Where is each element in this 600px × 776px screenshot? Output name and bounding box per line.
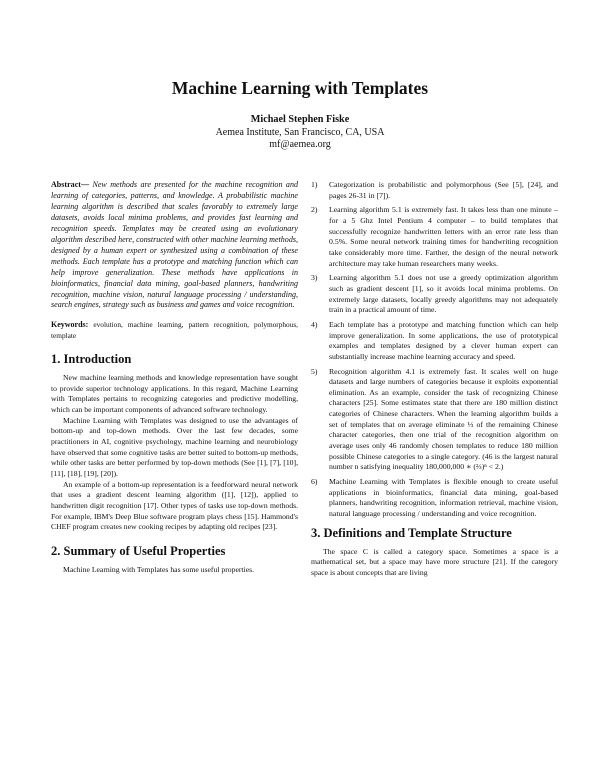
list-item-text: Categorization is probabilistic and polymorphous (See [5], [24], and pages 26-31 in [7]). xyxy=(329,180,558,200)
abstract-text: New methods are presented for the machine recognition and learning of categories, patterns, and knowledge. A probabilistic machine learning algorithm is described that scales favorably to extremely large datasets, avoids local minima problems, and provides fast learning and recognition speeds. Templates may be created using an evolutionary algorithm described here, constructed with other machine learning methods, designed by a human expert or synthesized using a combination of these methods. Each template has a prototype and matching function which can help improve generalization. These methods have applications in bioinformatics, financial data mining, goal-based planners, handwriting recognition, machine vision, natural language processing / understanding, search engines, strategy such as business and games and voice recognition. xyxy=(51,180,298,310)
list-item-number: 6) xyxy=(311,477,318,487)
list-item xyxy=(311,180,558,201)
left-column xyxy=(51,180,298,576)
list-item xyxy=(311,205,558,269)
properties-list xyxy=(311,180,558,520)
author-email: mf@aemea.org xyxy=(269,139,331,150)
author-affiliation: Aemea Institute, San Francisco, CA, USA xyxy=(215,127,385,138)
list-item xyxy=(311,477,558,520)
list-item xyxy=(311,367,558,474)
keywords-label: Keywords: xyxy=(51,320,89,330)
list-item-text: Learning algorithm 5.1 does not use a greedy optimization algorithm such as gradient descent [1], so it avoids local minima problems. On extremely large datasets, locally greedy algorithms may not adequately train in a practical amount of time. xyxy=(329,273,558,315)
list-item-number: 1) xyxy=(311,180,318,189)
section-heading-definitions: 3. Definitions and Template Structure xyxy=(311,525,512,540)
list-item xyxy=(311,273,558,316)
section-heading-summary: 2. Summary of Useful Properties xyxy=(51,543,226,558)
abstract xyxy=(51,180,298,311)
list-item xyxy=(311,320,558,363)
list-item-text: Recognition algorithm 4.1 is extremely fast. It scales well on huge datasets and large numbers of categories because it exploits exponential elimination. As an example, consider the task of recognizing Chinese characters [25]. Some estimates state that there are 180 million distinct categories of Chinese characters. When the learning algorithm builds a set of templates that on average eliminate ⅓ of the remaining Chinese character categories, then one trial of the recognition algorithm on average uses only 46 randomly chosen templates to reduce 180 million possible Chinese categories to a single category. (46 is the largest natural number n satisfying inequality 180,000,000 ∗ (⅔)ⁿ < 2.) xyxy=(329,366,558,472)
keywords xyxy=(51,320,298,341)
list-item-text: Each template has a prototype and matching function which can help improve generalization. In some applications, the use of prototypical examples and templates designed by a clever human expert can substantially increase machine learning accuracy and speed. xyxy=(329,319,558,361)
author-name: Michael Stephen Fiske xyxy=(250,114,350,125)
list-item-number: 4) xyxy=(311,319,318,329)
list-item-text: Machine Learning with Templates is flexible enough to create useful applications in bioinformatics, financial data mining, goal-based planners, handwriting recognition, information retrieval, machine vision, natural language processing / understanding and voice recognition. xyxy=(329,477,558,519)
list-item-number: 2) xyxy=(311,205,318,215)
intro-paragraph-1: New machine learning methods and knowledge representation have sought to provide superior technology applications. In this regard, Machine Learning with Templates pertains to recognizing categories and predictive modelling, which can be important components of advanced software technology. xyxy=(51,373,298,414)
definitions-paragraph-1: The space C is called a category space. Sometimes a space is a mathematical set, but a space may have more structure [21]. If the category space is about concepts that are living xyxy=(311,546,558,577)
right-column xyxy=(311,180,558,579)
paper-title: Machine Learning with Templates xyxy=(171,78,429,98)
keywords-text: evolution, machine learning, pattern recognition, polymorphous, template xyxy=(51,320,298,340)
list-item-number: 3) xyxy=(311,273,318,283)
list-item-text: Learning algorithm 5.1 is extremely fast. It takes less than one minute – for a 5 Ghz Intel Pentium 4 computer – to build templates that successfully recognize handwritten letters with an error rate less than 0.5%. Some neural network training times for handwriting recognition take considerably more time. Farther, the design of the neural network architecture may take human researchers many weeks. xyxy=(329,205,558,268)
section-heading-introduction: 1. Introduction xyxy=(51,352,132,367)
summary-paragraph-1: Machine Learning with Templates has some useful properties. xyxy=(63,564,255,574)
intro-paragraph-2: Machine Learning with Templates was designed to use the advantages of bottom-up and top-down methods. Over the last few decades, some practitioners in AI, cognitive psychology, machine learning and neurobiology have observed that some cognitive tasks are better suited to bottom-up methods, while other tasks are better performed by top-down methods (See [1], [7], [10], [11], [18], [19], [20]). xyxy=(51,415,298,478)
list-item-number: 5) xyxy=(311,366,318,376)
abstract-label: Abstract— xyxy=(51,180,89,189)
intro-paragraph-3: An example of a bottom-up representation is a feedforward neural network that uses a gradient descent learning algorithm ([1], [12]), applied to handwritten digit recognition [17]. Other types of tasks use top-down methods. For example, IBM's Deep Blue software program plays chess [15]. Hammond's CHEF program creates new cooking recipes by adapting old recipes [23]. xyxy=(51,479,298,532)
